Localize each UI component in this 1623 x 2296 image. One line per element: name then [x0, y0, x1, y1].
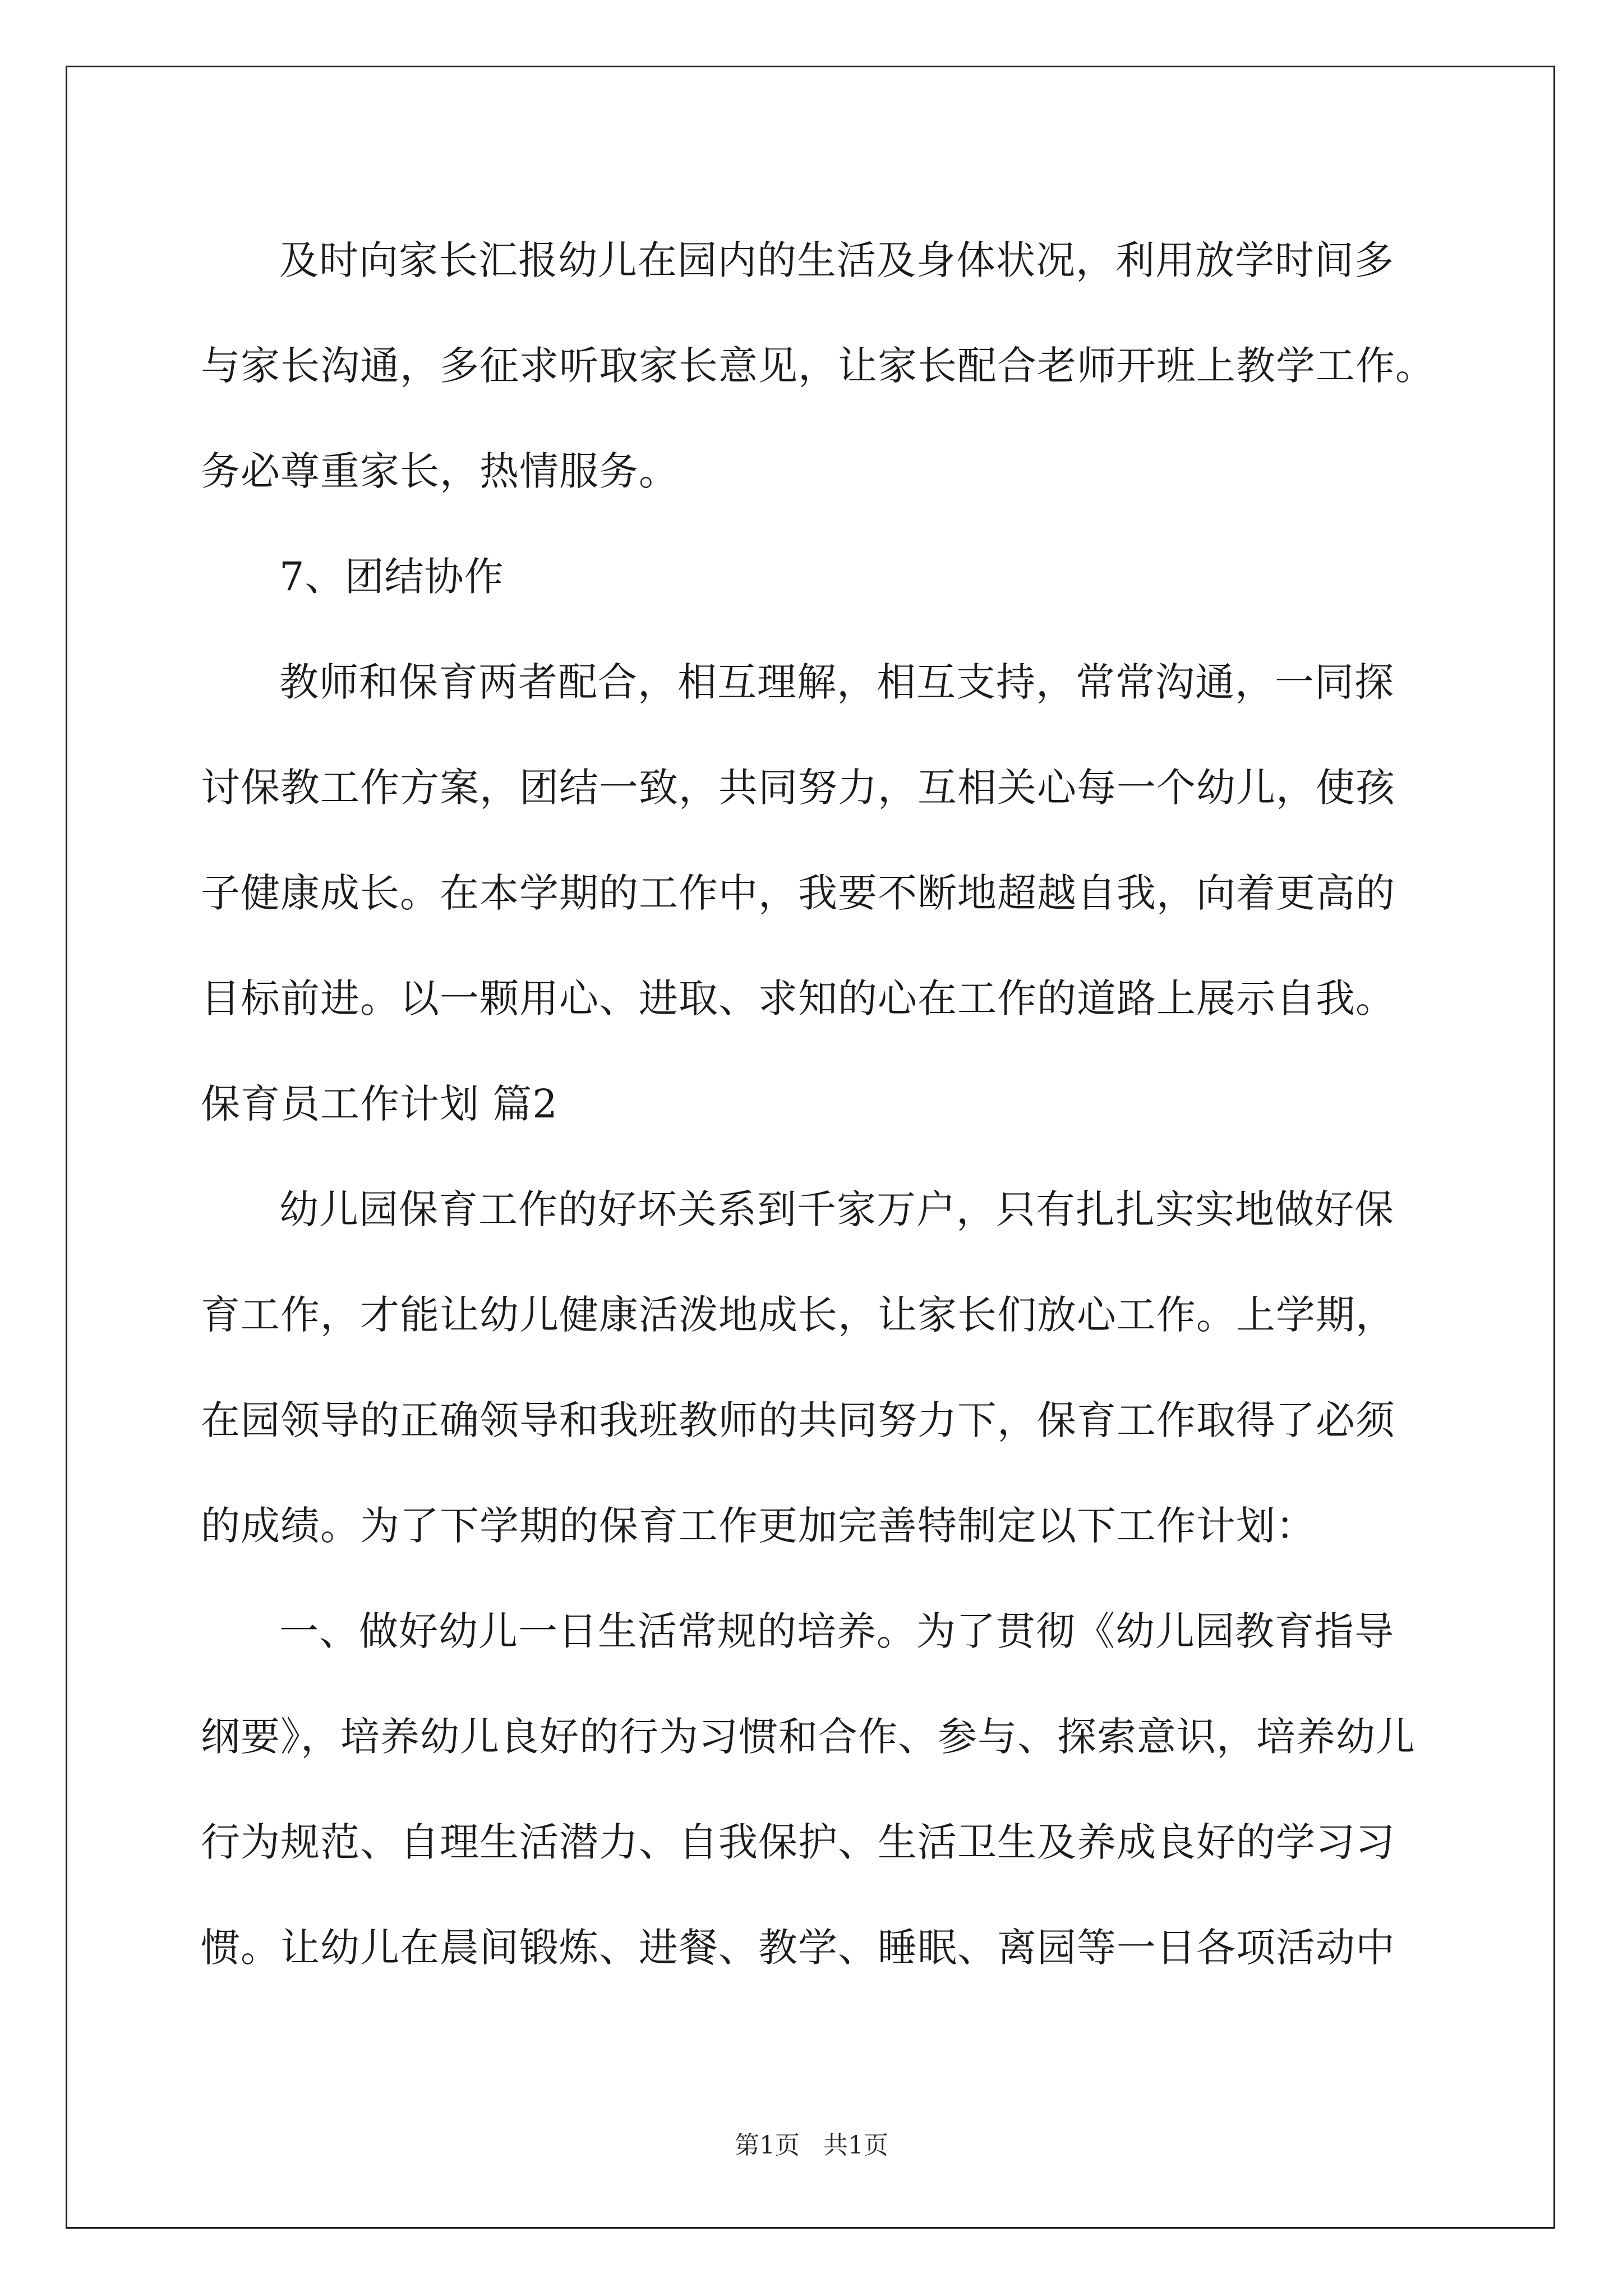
paragraph-line: 与家长沟通，多征求听取家长意见，让家长配合老师开班上教学工作。 — [201, 343, 1435, 389]
paragraph-line: 育工作，才能让幼儿健康活泼地成长，让家长们放心工作。上学期， — [201, 1292, 1395, 1338]
page-total: 共1页 — [823, 2131, 888, 2160]
paragraph-line: 及时向家长汇报幼儿在园内的生活及身体状况，利用放学时间多 — [279, 237, 1394, 283]
paragraph-line: 行为规范、自理生活潜力、自我保护、生活卫生及养成良好的学习习 — [201, 1819, 1395, 1865]
paragraph-line: 讨保教工作方案，团结一致，共同努力，互相关心每一个幼儿，使孩 — [201, 765, 1395, 811]
paragraph-line: 一、做好幼儿一日生活常规的培养。为了贯彻《幼儿园教育指导 — [279, 1608, 1394, 1654]
paragraph-line: 幼儿园保育工作的好坏关系到千家万户，只有扎扎实实地做好保 — [279, 1186, 1394, 1232]
paragraph-line: 务必尊重家长，热情服务。 — [201, 448, 679, 494]
document-body — [201, 208, 1435, 2000]
page-number: 第1页 — [735, 2131, 800, 2160]
paragraph-line: 的成绩。为了下学期的保育工作更加完善特制定以下工作计划： — [201, 1503, 1316, 1549]
page-footer — [0, 2129, 1623, 2162]
paragraph-line: 子健康成长。在本学期的工作中，我要不断地超越自我，向着更高的 — [201, 870, 1395, 916]
section-heading: 7、团结协作 — [279, 554, 504, 600]
paragraph-line: 教师和保育两者配合，相互理解，相互支持，常常沟通，一同探 — [279, 659, 1394, 705]
paragraph-line: 在园领导的正确领导和我班教师的共同努力下，保育工作取得了必须 — [201, 1397, 1395, 1443]
paragraph-line: 惯。让幼儿在晨间锻炼、进餐、教学、睡眠、离园等一日各项活动中 — [201, 1925, 1395, 1971]
paragraph-line: 纲要》，培养幼儿良好的行为习惯和合作、参与、探索意识，培养幼儿 — [201, 1714, 1415, 1760]
article-title: 保育员工作计划 篇2 — [201, 1081, 558, 1127]
paragraph-line: 目标前进。以一颗用心、进取、求知的心在工作的道路上展示自我。 — [201, 976, 1395, 1022]
